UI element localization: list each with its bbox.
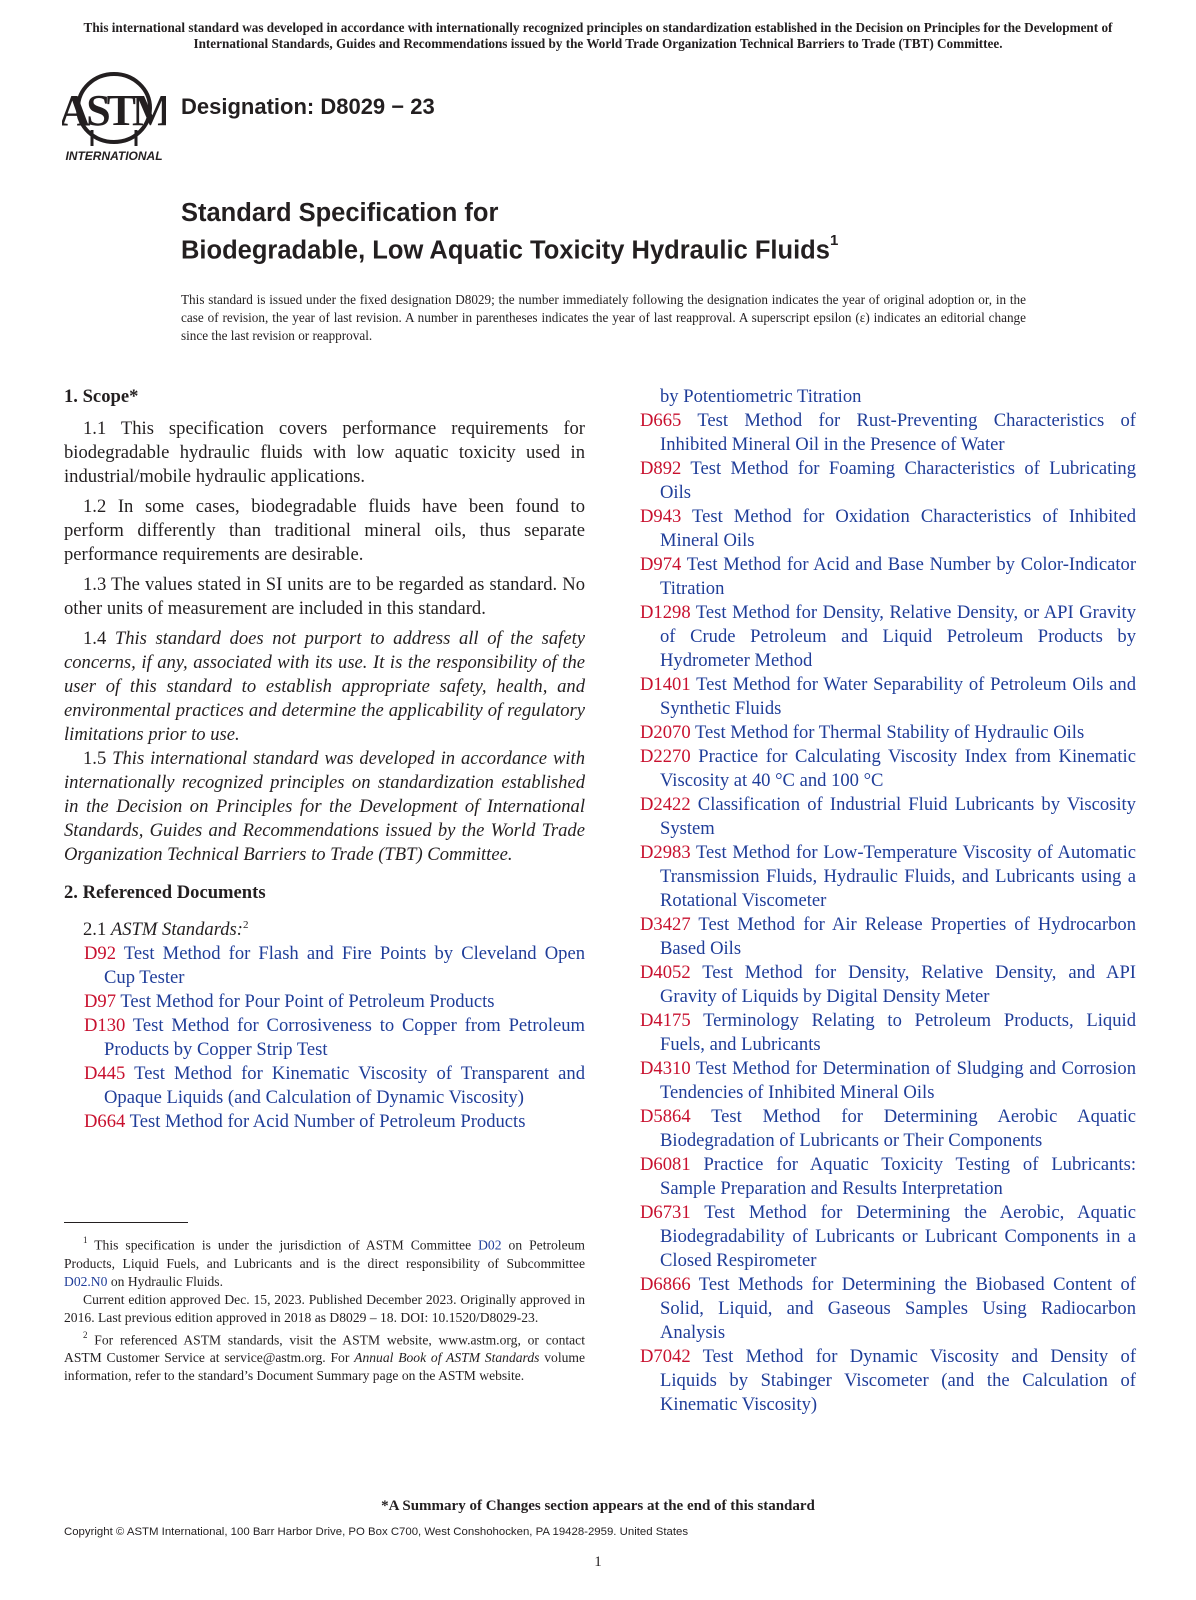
astm-standards-label <box>64 913 585 942</box>
reference-code-link[interactable]: D6866 <box>640 1274 691 1295</box>
reference-item <box>640 913 1136 961</box>
title-footnote-mark: 1 <box>829 232 839 249</box>
reference-title-link[interactable]: Test Method for Acid and Base Number by Color-Indicator Titration <box>660 554 1137 599</box>
document-title <box>181 198 1081 267</box>
designation: Designation: D8029 − 23 <box>181 94 435 119</box>
reference-code-link[interactable]: D943 <box>640 506 682 527</box>
footnotes <box>64 1232 585 1385</box>
reference-title-link[interactable]: Practice for Calculating Viscosity Index from Kinematic Viscosity at 40 °C and 100 °C <box>660 746 1136 791</box>
reference-code-link[interactable]: D130 <box>84 1015 126 1037</box>
footnote-1-b: on Petroleum Products, Liquid Fuels, and Lubricants and is the direct responsibility of Subcommittee <box>64 1237 585 1271</box>
reference-item <box>84 1014 585 1062</box>
reference-title-link[interactable]: Test Method for Acid Number of Petroleum Products <box>129 1111 526 1133</box>
reference-code-link[interactable]: D974 <box>640 554 682 575</box>
reference-title-link[interactable]: Terminology Relating to Petroleum Products, Liquid Fuels, and Lubricants <box>660 1010 1136 1055</box>
reference-code-link[interactable]: D2983 <box>640 842 691 863</box>
scope-1-5 <box>64 747 585 867</box>
reference-code-link[interactable]: D664 <box>84 1111 126 1133</box>
reference-title-link[interactable]: Test Method for Corrosiveness to Copper from Petroleum Products by Copper Strip Test <box>104 1015 585 1061</box>
footnote-1-a: This specification is under the jurisdiction of ASTM Committee <box>94 1237 472 1253</box>
logo-word: INTERNATIONAL <box>65 149 163 163</box>
subcommittee-link[interactable]: D02.N0 <box>64 1273 108 1289</box>
reference-code-link[interactable]: D665 <box>640 410 682 431</box>
scope-1-5-num: 1.5 <box>83 748 107 769</box>
reference-code-link[interactable]: D1298 <box>640 602 691 623</box>
reference-title-link[interactable]: Test Method for Flash and Fire Points by Cleveland Open Cup Tester <box>104 943 586 989</box>
scope-1-4-num: 1.4 <box>83 628 107 649</box>
title-line-1: Standard Specification for <box>181 199 499 227</box>
reference-title-link[interactable]: Test Method for Water Separability of Petroleum Oils and Synthetic Fluids <box>660 674 1137 719</box>
reference-item <box>640 1273 1136 1345</box>
page-number: 1 <box>594 1554 602 1570</box>
reference-code-link[interactable]: D2270 <box>640 746 691 767</box>
footnote-1 <box>64 1232 585 1291</box>
logo-letters: ASTM <box>62 86 166 135</box>
reference-title-link[interactable]: Test Method for Oxidation Characteristics of Inhibited Mineral Oils <box>660 506 1136 551</box>
footnote-2 <box>64 1327 585 1386</box>
summary-note: *A Summary of Changes section appears at the end of this standard <box>381 1498 815 1514</box>
scope-1-1: 1.1 This specification covers performance requirements for biodegradable hydraulic fluids with low aquatic toxicity used in industrial/mobile hydraulic applications. <box>64 418 585 487</box>
footnote-1-c: on Hydraulic Fluids. <box>110 1273 223 1289</box>
reference-code-link[interactable]: D3427 <box>640 914 691 935</box>
reference-code-link[interactable]: D1401 <box>640 674 691 695</box>
reference-item <box>640 1201 1136 1273</box>
reference-title-link[interactable]: Test Method for Determination of Sludging and Corrosion Tendencies of Inhibited Mineral Oils <box>660 1058 1137 1103</box>
scope-1-4 <box>64 627 585 747</box>
reference-list-right <box>640 409 1136 1417</box>
reference-title-link[interactable]: Test Methods for Determining the Biobased Content of Solid, Liquid, and Gaseous Samples Using Radiocarbon Analysis <box>660 1274 1137 1343</box>
reference-item <box>640 457 1136 505</box>
title-line-2 <box>181 229 1081 267</box>
reference-item <box>640 601 1136 673</box>
reference-title-link[interactable]: Classification of Industrial Fluid Lubricants by Viscosity System <box>660 794 1136 839</box>
reference-title-link[interactable]: Test Method for Kinematic Viscosity of Transparent and Opaque Liquids (and Calculation of Dynamic Viscosity) <box>104 1063 585 1109</box>
scope-heading: 1. Scope* <box>64 386 139 407</box>
reference-continuation[interactable]: by Potentiometric Titration <box>660 386 862 407</box>
reference-item <box>84 1110 585 1134</box>
reference-list-left <box>84 942 585 1134</box>
scope-1-5-text: This international standard was developed in accordance with internationally recognized principles on standardization established in the Decision on Principles for the Development of International Standards, Guides and Recommendations issued by the World Trade Organization Technical Barriers to Trade (TBT) Committee. <box>64 748 585 865</box>
reference-code-link[interactable]: D6081 <box>640 1154 691 1175</box>
refdocs-sub-label: ASTM Standards: <box>110 919 243 941</box>
reference-code-link[interactable]: D92 <box>84 943 117 965</box>
reference-title-link[interactable]: Practice for Aquatic Toxicity Testing of Lubricants: Sample Preparation and Results Interpretation <box>660 1154 1136 1199</box>
title-line-2-text: Biodegradable, Low Aquatic Toxicity Hydraulic Fluids <box>181 236 830 265</box>
reference-title-link[interactable]: Test Method for Air Release Properties of Hydrocarbon Based Oils <box>660 914 1136 959</box>
reference-item <box>640 1009 1136 1057</box>
scope-1-2: 1.2 In some cases, biodegradable fluids have been found to perform differently than traditional mineral oils, thus separate performance requirements are desirable. <box>64 496 585 565</box>
reference-item <box>640 673 1136 721</box>
footnote-edition: Current edition approved Dec. 15, 2023. Published December 2023. Originally approved in 2016. Last previous edition approved in 2018 as D8029 – 18. DOI: 10.1520/D8029-23. <box>64 1291 585 1325</box>
reference-code-link[interactable]: D2070 <box>640 722 691 743</box>
reference-code-link[interactable]: D5864 <box>640 1106 691 1127</box>
reference-title-link[interactable]: Test Method for Low-Temperature Viscosity of Automatic Transmission Fluids, Hydraulic Fluids, and Lubricants using a Rotational Viscometer <box>660 842 1137 911</box>
reference-title-link[interactable]: Test Method for Foaming Characteristics of Lubricating Oils <box>660 458 1137 503</box>
reference-item <box>640 745 1136 793</box>
reference-code-link[interactable]: D2422 <box>640 794 691 815</box>
reference-item <box>640 1345 1136 1417</box>
reference-item <box>640 553 1136 601</box>
footnote-2-italic: Annual Book of ASTM Standards <box>354 1350 540 1366</box>
astm-logo-icon <box>62 68 166 164</box>
left-column <box>64 385 585 1134</box>
reference-code-link[interactable]: D97 <box>84 991 117 1013</box>
reference-item <box>640 1105 1136 1153</box>
astm-logo-graphic <box>62 68 166 164</box>
reference-code-link[interactable]: D4052 <box>640 962 691 983</box>
footnote-1-mark: 1 <box>83 1235 88 1245</box>
issue-statement: This standard is issued under the fixed designation D8029; the number immediately following the designation indicates the year of original adoption or, in the case of revision, the year of last revision. A number in parentheses indicates the year of last reapproval. A superscript epsilon (ε) indicates an editorial change since the last revision or reapproval. <box>181 292 1026 343</box>
scope-1-4-text: This standard does not purport to address all of the safety concerns, if any, associated with its use. It is the responsibility of the user of this standard to establish appropriate safety, health, and environmental practices and determine the applicability of regulatory limitations prior to use. <box>64 628 585 745</box>
footnote-2-mark: 2 <box>83 1329 88 1340</box>
reference-item <box>84 990 585 1014</box>
reference-title-link[interactable]: Test Method for Density, Relative Density, or API Gravity of Crude Petroleum and Liquid Petroleum Products by Hydrometer Method <box>660 602 1137 671</box>
reference-item <box>640 1153 1136 1201</box>
reference-code-link[interactable]: D4175 <box>640 1010 691 1031</box>
reference-title-link[interactable]: Test Method for Thermal Stability of Hydraulic Oils <box>694 722 1085 743</box>
footnote-rule <box>64 1222 188 1223</box>
refdocs-sub-num: 2.1 <box>83 919 107 941</box>
reference-item <box>640 1057 1136 1105</box>
reference-code-link[interactable]: D4310 <box>640 1058 691 1079</box>
reference-title-link[interactable]: Test Method for Determining the Aerobic, Aquatic Biodegradability of Lubricants or Lubricant Components in a Closed Respirometer <box>660 1202 1136 1271</box>
reference-title-link[interactable]: Test Method for Rust-Preventing Characteristics of Inhibited Mineral Oil in the Presence of Water <box>660 410 1137 455</box>
reference-item <box>640 841 1136 913</box>
reference-code-link[interactable]: D7042 <box>640 1346 691 1367</box>
scope-1-3: 1.3 The values stated in SI units are to be regarded as standard. No other units of measurement are included in this standard. <box>64 574 585 619</box>
reference-code-link[interactable]: D6731 <box>640 1202 691 1223</box>
top-notice: This international standard was developed in accordance with internationally recognized principles on standardization established in the Decision on Principles for the Development of International Standards, Guides and Recommendations issued by the World Trade Organization Technical Barriers to Trade (TBT) Committee. <box>83 20 1113 51</box>
reference-item <box>640 721 1136 745</box>
reference-title-link[interactable]: Test Method for Dynamic Viscosity and Density of Liquids by Stabinger Viscometer (and the Calculation of Kinematic Viscosity) <box>660 1346 1137 1415</box>
reference-title-link[interactable]: Test Method for Determining Aerobic Aquatic Biodegradation of Lubricants or Their Components <box>660 1106 1136 1151</box>
reference-item <box>640 505 1136 553</box>
refdocs-sub-mark: 2 <box>242 919 249 931</box>
footnote-2-b: volume information, refer to the standard’s Document Summary page on the ASTM website. <box>64 1350 586 1384</box>
reference-code-link[interactable]: D445 <box>84 1063 126 1085</box>
reference-item <box>640 961 1136 1009</box>
refdocs-heading: 2. Referenced Documents <box>64 882 266 903</box>
reference-item <box>84 942 585 990</box>
reference-code-link[interactable]: D892 <box>640 458 682 479</box>
reference-title-link[interactable]: Test Method for Pour Point of Petroleum Products <box>120 991 495 1013</box>
copyright: Copyright © ASTM International, 100 Barr Harbor Drive, PO Box C700, West Conshohocken, PA 19428-2959. United States <box>64 1526 689 1538</box>
reference-title-link[interactable]: Test Method for Density, Relative Density, and API Gravity of Liquids by Digital Density Meter <box>660 962 1137 1007</box>
right-column <box>640 385 1136 1417</box>
reference-item <box>84 1062 585 1110</box>
reference-item <box>640 793 1136 841</box>
committee-link[interactable]: D02 <box>478 1237 502 1253</box>
reference-item <box>640 409 1136 457</box>
footnote-2-a: For referenced ASTM standards, visit the ASTM website, www.astm.org, or contact ASTM Customer Service at service@astm.org. For <box>64 1332 585 1366</box>
